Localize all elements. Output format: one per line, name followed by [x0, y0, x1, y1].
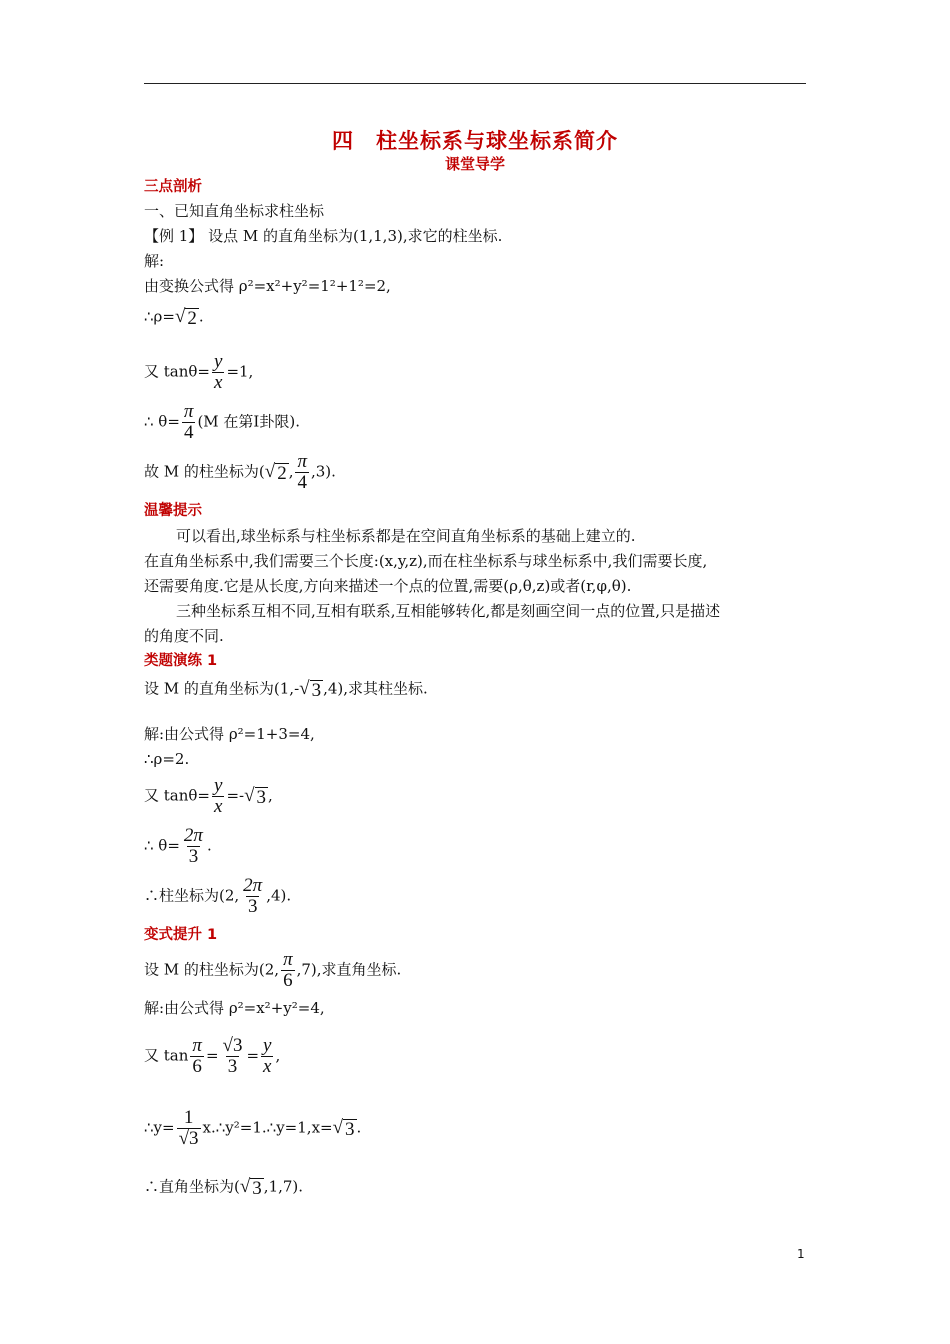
solution-label: 解:	[144, 252, 165, 270]
section-heading-bianshi: 变式提升 1	[144, 927, 218, 943]
section-heading-leiti: 类题演练 1	[144, 653, 218, 669]
tip-paragraph: 在直角坐标系中,我们需要三个长度:(x,y,z),而在柱坐标系与球坐标系中,我们需要长度,	[144, 552, 708, 570]
tip-paragraph: 还需要角度.它是从长度,方向来描述一个点的位置,需要(ρ,θ,z)或者(r,φ,θ).	[144, 577, 632, 595]
answer-line: 故 M 的柱坐标为( √ 2 , $\frac{\pi}{4}$ ,3).	[144, 451, 336, 493]
formula-line: 又 tan $\frac{\pi}{6}$ = $\frac{√3}{3}$ = $\frac{y}{x}$ ,	[144, 1035, 281, 1077]
formula-line: 又 tanθ= $\frac{y}{x}$ =- √ 3 ,	[144, 775, 273, 817]
example-problem: 【例 1】 设点 M 的直角坐标为(1,1,3),求它的柱坐标.	[144, 227, 503, 245]
tip-paragraph: 可以看出,球坐标系与柱坐标系都是在空间直角坐标系的基础上建立的.	[176, 527, 636, 545]
example-heading: 一、已知直角坐标求柱坐标	[144, 202, 325, 220]
page-subtitle: 课堂导学	[444, 155, 505, 173]
section-heading-wenxin: 温馨提示	[144, 503, 202, 519]
formula-line: ∴ρ= √ 2 .	[144, 306, 204, 329]
formula-line: ∴ θ= $\frac{\pi}{4}$ (M 在第Ⅰ卦限).	[144, 401, 300, 443]
solution-line: ∴ρ=2.	[144, 750, 190, 768]
section-heading-sandian: 三点剖析	[144, 179, 202, 195]
formula-line: 又 tanθ= $\frac{y}{x}$ =1,	[144, 351, 254, 393]
answer-line: ∴柱坐标为(2, $\frac{2\pi}{3}$ ,4).	[144, 875, 292, 917]
variant-question: 设 M 的柱坐标为(2, $\frac{\pi}{6}$ ,7),求直角坐标.	[144, 949, 402, 991]
formula-line: ∴ θ= $\frac{2\pi}{3}$ .	[144, 825, 212, 867]
page-title: 四 柱坐标系与球坐标系简介	[332, 129, 618, 153]
solution-line: 解:由公式得 ρ²=1+3=4,	[144, 725, 315, 743]
tip-paragraph: 三种坐标系互相不同,互相有联系,互相能够转化,都是刻画空间一点的位置,只是描述	[176, 602, 721, 620]
solution-line: 解:由公式得 ρ²=x²+y²=4,	[144, 999, 325, 1017]
solution-line: 由变换公式得 ρ²=x²+y²=1²+1²=2,	[144, 277, 391, 295]
practice-question: 设 M 的直角坐标为(1,- √ 3 ,4),求其柱坐标.	[144, 678, 428, 701]
formula-line: ∴y= $\frac{1}{√3}$ x.∴y²=1.∴y=1,x= √ 3 .	[144, 1107, 362, 1149]
tip-paragraph: 的角度不同.	[144, 627, 224, 645]
header-rule	[144, 83, 806, 84]
page-number: 1	[797, 1247, 805, 1261]
answer-line: ∴直角坐标为( √ 3 ,1,7).	[144, 1176, 304, 1199]
